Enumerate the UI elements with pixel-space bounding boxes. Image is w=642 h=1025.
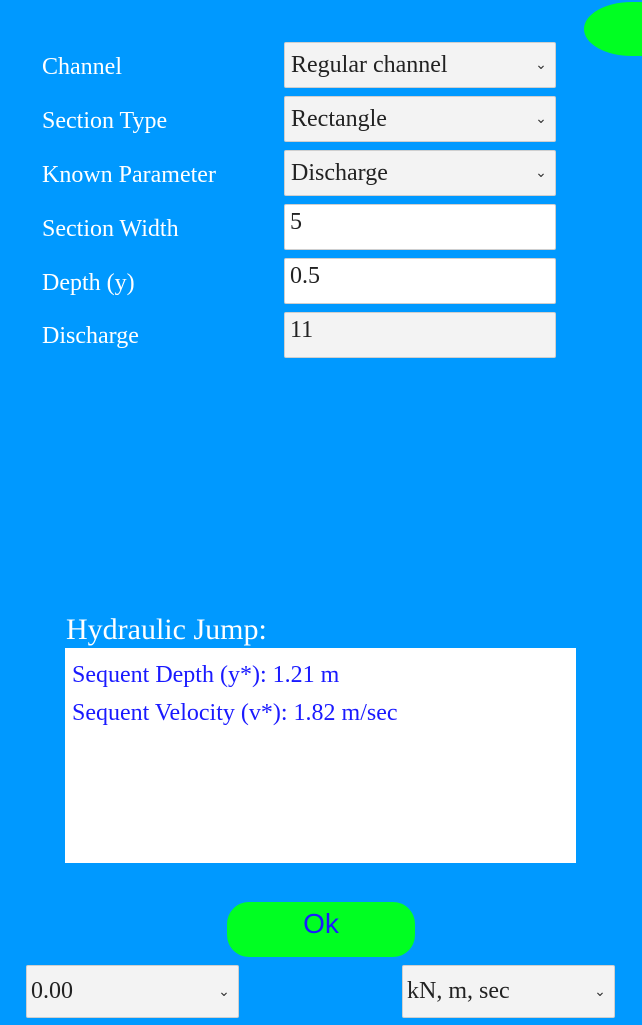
result-title: Hydraulic Jump: [66, 613, 267, 646]
chevron-down-icon: ⌄ [218, 983, 230, 1000]
sequent-velocity-result: Sequent Velocity (v*): 1.82 m/sec [72, 700, 398, 726]
precision-select[interactable] [26, 965, 239, 1018]
channel-select[interactable] [284, 42, 556, 88]
chevron-down-icon: ⌄ [535, 165, 547, 181]
precision-select-value: 0.00 [31, 978, 73, 1004]
chevron-down-icon: ⌄ [535, 57, 547, 73]
discharge-input[interactable]: 11 [284, 312, 556, 358]
units-select[interactable] [402, 965, 615, 1018]
menu-toggle-button[interactable] [584, 2, 642, 56]
known-parameter-label: Known Parameter [42, 162, 216, 188]
depth-input[interactable]: 0.5 [284, 258, 556, 304]
ok-button[interactable]: Ok [227, 902, 415, 957]
channel-label: Channel [42, 54, 122, 80]
units-select-value: kN, m, sec [407, 978, 510, 1004]
section-width-input[interactable]: 5 [284, 204, 556, 250]
section-type-label: Section Type [42, 108, 168, 134]
depth-label: Depth (y) [42, 270, 135, 296]
section-type-select-value: Rectangle [291, 105, 387, 132]
chevron-down-icon: ⌄ [535, 111, 547, 127]
sequent-depth-result: Sequent Depth (y*): 1.21 m [72, 662, 340, 688]
channel-select-value: Regular channel [291, 51, 448, 78]
known-parameter-select-value: Discharge [291, 159, 388, 186]
discharge-label: Discharge [42, 323, 139, 349]
result-box [65, 648, 576, 863]
chevron-down-icon: ⌄ [594, 983, 606, 1000]
section-type-select[interactable] [284, 96, 556, 142]
section-width-label: Section Width [42, 216, 179, 242]
known-parameter-select[interactable] [284, 150, 556, 196]
